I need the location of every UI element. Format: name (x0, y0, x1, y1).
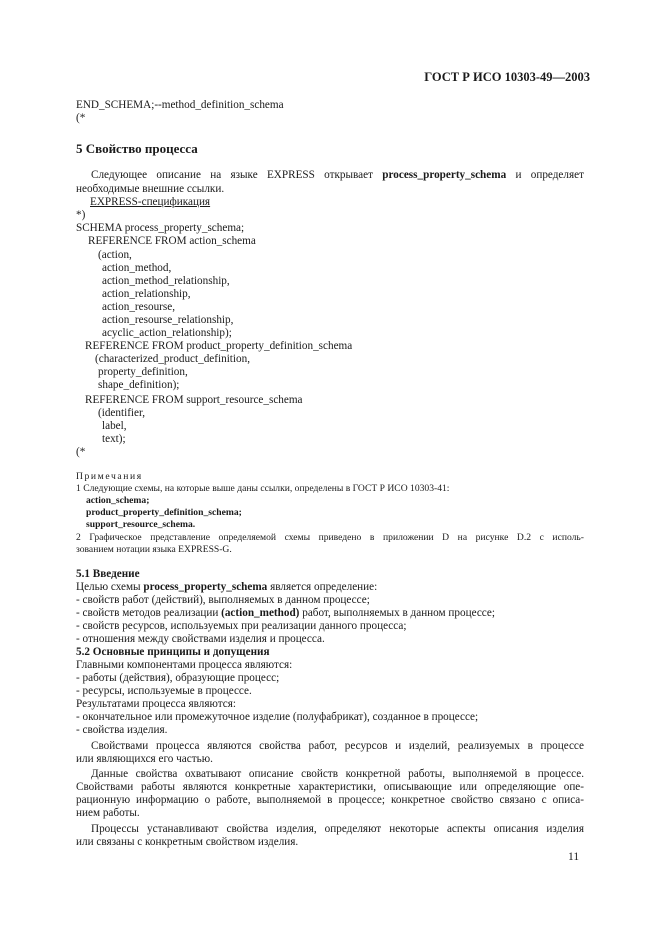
code-reference-item: shape_definition); (98, 379, 180, 391)
code-reference-item: acyclic_action_relationship); (102, 327, 232, 339)
note-2-line-2: зованием нотации языка EXPRESS-G. (76, 544, 232, 555)
list-item: - свойств ресурсов, используемых при реализации данного процесса; (76, 620, 407, 632)
list-item: - ресурсы, используемые в процессе. (76, 685, 252, 697)
note-schema-name: support_resource_schema. (86, 519, 196, 530)
standard-header: ГОСТ Р ИСО 10303-49—2003 (424, 70, 590, 84)
list-item: - отношения между свойствами изделия и процесса. (76, 633, 325, 645)
paragraph-line: Процессы устанавливают свойства изделия, определяют некоторые аспекты описания изделия (91, 823, 584, 835)
note-2-line-1: 2 Графическое представление определяемой схемы приведено в приложении D на рисунке D.2 с исполь- (76, 532, 584, 543)
end-schema-line: END_SCHEMA;--method_definition_schema (76, 99, 284, 111)
paragraph-line: Свойствами работы являются конкретные характеристики, описывающие или определяющие опе- (76, 781, 584, 793)
express-spec-label: EXPRESS-спецификация (90, 196, 211, 208)
paragraph-line: рационную информацию о работе, выполняемой в процессе; конкретное свойство связано с описа- (76, 794, 584, 806)
code-reference-item: text); (102, 433, 126, 445)
paragraph-line: Данные свойства охватывают описание свойств конкретной работы, выполняемой в процессе. (91, 768, 584, 780)
code-reference-item: label, (102, 420, 127, 432)
list-item: - свойства изделия. (76, 724, 168, 736)
code-reference-line: REFERENCE FROM action_schema (88, 235, 256, 247)
page-number: 11 (568, 851, 580, 863)
paragraph-line: Свойствами процесса являются свойства работ, ресурсов и изделий, реализуемых в процессе (91, 740, 584, 752)
paragraph-line: или являющихся его частью. (76, 753, 213, 765)
list-item: - окончательное или промежуточное изделие (полуфабрикат), созданное в процессе; (76, 711, 479, 723)
code-reference-item: action_resourse, (102, 301, 176, 313)
section-title: 5 Свойство процесса (76, 141, 198, 156)
subsection-title: 5.1 Введение (76, 568, 140, 580)
intro-line-1: Следующее описание на языке EXPRESS открывает process_property_schema и определяет (91, 169, 584, 181)
paragraph-line: нием работы. (76, 807, 140, 819)
code-reference-item: property_definition, (98, 366, 188, 378)
code-reference-item: action_resourse_relationship, (102, 314, 234, 326)
list-item: - свойств методов реализации (action_method) работ, выполняемых в данном процессе; (76, 607, 495, 619)
subsection-title: 5.2 Основные принципы и допущения (76, 646, 270, 658)
code-reference-item: action_method_relationship, (102, 275, 230, 287)
note-1: 1 Следующие схемы, на которые выше даны ссылки, определены в ГОСТ Р ИСО 10303-41: (76, 483, 450, 494)
code-reference-item: action_relationship, (102, 288, 191, 300)
note-schema-name: action_schema; (86, 495, 150, 506)
list-item: - работы (действия), образующие процесс; (76, 672, 280, 684)
results-line: Результатами процесса являются: (76, 698, 236, 710)
list-item: - свойств работ (действий), выполняемых в данном процессе; (76, 594, 370, 606)
notes-title: Примечания (76, 471, 143, 482)
code-schema-line: SCHEMA process_property_schema; (76, 222, 245, 234)
code-reference-item: (action, (98, 249, 132, 261)
code-reference-item: action_method, (102, 262, 172, 274)
comment-close: *) (76, 209, 86, 221)
comment-open: (* (76, 112, 86, 124)
components-line: Главными компонентами процесса являются: (76, 659, 293, 671)
code-reference-item: (identifier, (98, 407, 146, 419)
s51-intro-line: Целью схемы process_property_schema является определение: (76, 581, 378, 593)
comment-open: (* (76, 446, 86, 458)
code-reference-line: REFERENCE FROM product_property_definition_schema (85, 340, 353, 352)
paragraph-line: или связаны с конкретным свойством изделия. (76, 836, 299, 848)
intro-line-2: необходимые внешние ссылки. (76, 183, 225, 195)
code-reference-line: REFERENCE FROM support_resource_schema (85, 394, 303, 406)
note-schema-name: product_property_definition_schema; (86, 507, 242, 518)
code-reference-item: (characterized_product_definition, (95, 353, 250, 365)
